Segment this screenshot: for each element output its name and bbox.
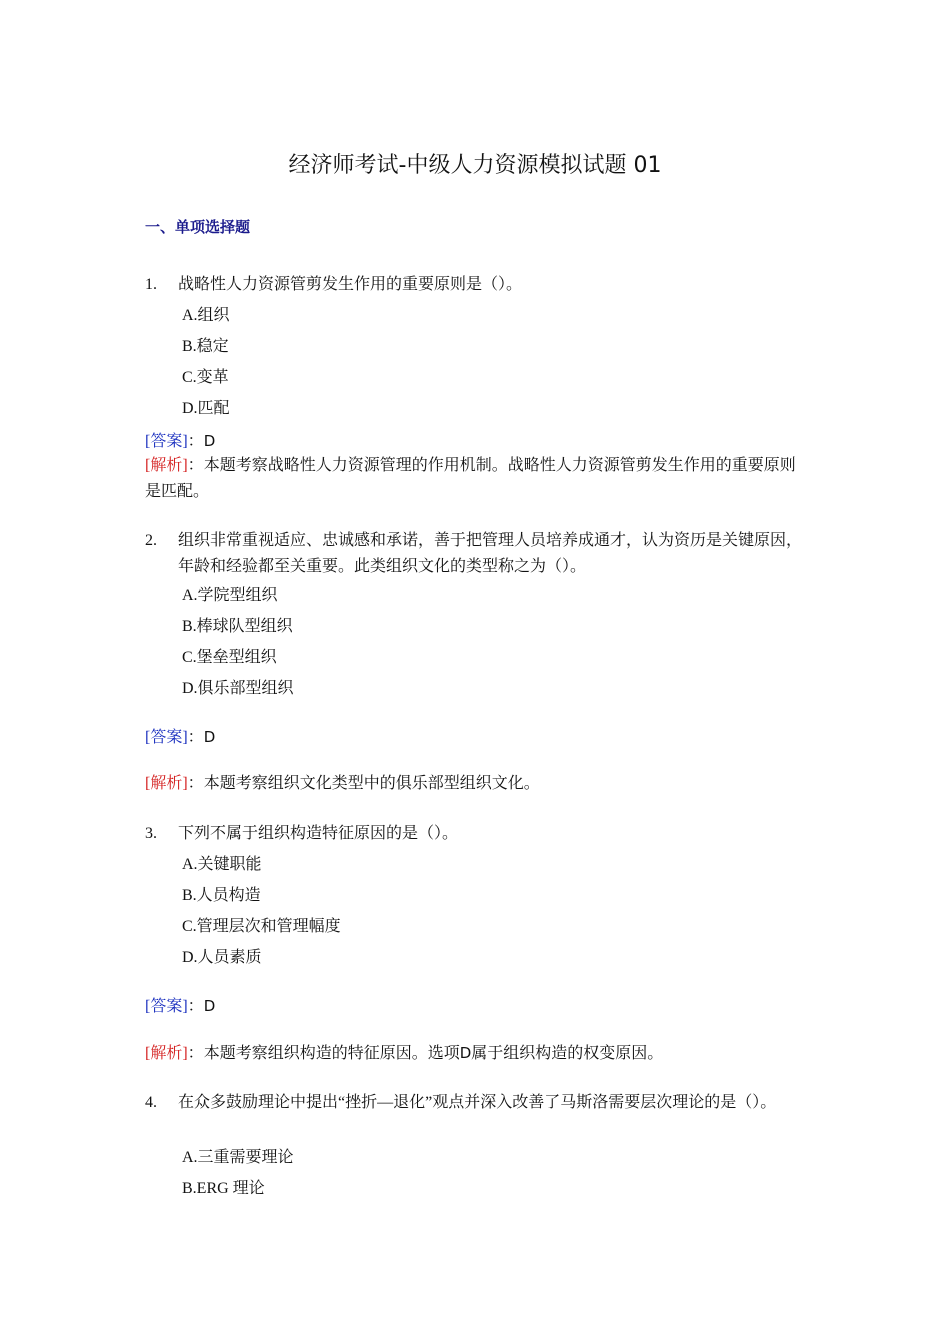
question-4 [145,1090,810,1116]
explanation-colon: ： [187,1045,204,1062]
option-b: B.人员构造 [182,887,261,904]
answer-label: [答案] [145,998,188,1015]
question-2 [145,528,810,580]
question-text: 在众多鼓励理论中提出“挫折—退化”观点并深入改善了马斯洛需要层次理论的是（）。 [178,1094,777,1111]
explanation-label: [解析] [145,775,188,792]
answer-colon: ： [187,729,204,746]
option-a: A.关键职能 [182,856,262,873]
option-a: A.组织 [182,307,230,324]
option-b: B.ERG 理论 [182,1180,265,1197]
option-d: D.人员素质 [182,949,262,966]
question-text: 组织非常重视适应、忠诚感和承诺，善于把管理人员培养成通才，认为资历是关键原因，年龄和经验都至关重要。此类组织文化的类型称之为（）。 [178,532,803,575]
explanation-text: 本题考察组织文化类型中的俱乐部型组织文化。 [203,775,540,792]
explanation-label: [解析] [145,457,188,474]
question-text: 下列不属于组织构造特征原因的是（）。 [178,825,459,842]
question-number: 2. [145,532,157,549]
answer-line [145,724,810,751]
option-c: C.管理层次和管理幅度 [182,918,341,935]
option-c: C.变革 [182,369,229,386]
question-1 [145,272,810,298]
option-a: A.三重需要理论 [182,1149,294,1166]
answer-line [145,993,810,1020]
explanation-text: 本题考察战略性人力资源管理的作用机制。战略性人力资源管剪发生作用的重要原则是匹配。 [145,457,796,500]
page-title: 经济师考试-中级人力资源模拟试题 01 [288,153,662,178]
answer-label: [答案] [145,729,188,746]
explanation [145,771,810,797]
question-number: 3. [145,825,157,842]
answer-label: [答案] [145,433,188,450]
question-number: 1. [145,276,157,293]
question-text: 战略性人力资源管剪发生作用的重要原则是（）。 [178,276,523,293]
option-a: A.学院型组织 [182,587,278,604]
question-3 [145,821,810,847]
explanation-colon: ： [187,775,204,792]
answer-value: D [203,997,216,1015]
section-heading: 一、单项选择题 [145,218,251,236]
option-b: B.稳定 [182,338,229,355]
explanation [145,453,810,505]
explanation-text-tail: 属于组织构造的权变原因。 [471,1045,664,1062]
answer-value: D [203,432,216,450]
answer-colon: ： [187,998,204,1015]
option-d: D.俱乐部型组织 [182,680,294,697]
answer-line [145,428,810,455]
option-c: C.堡垒型组织 [182,649,277,666]
answer-colon: ： [187,433,204,450]
explanation-colon: ： [187,457,204,474]
explanation [145,1040,810,1067]
answer-value: D [203,728,216,746]
option-d: D.匹配 [182,400,230,417]
explanation-text: 本题考察组织构造的特征原因。选项 [203,1045,460,1062]
option-b: B.棒球队型组织 [182,618,293,635]
explanation-label: [解析] [145,1045,188,1062]
explanation-option-letter: D [459,1044,472,1062]
question-number: 4. [145,1094,157,1111]
